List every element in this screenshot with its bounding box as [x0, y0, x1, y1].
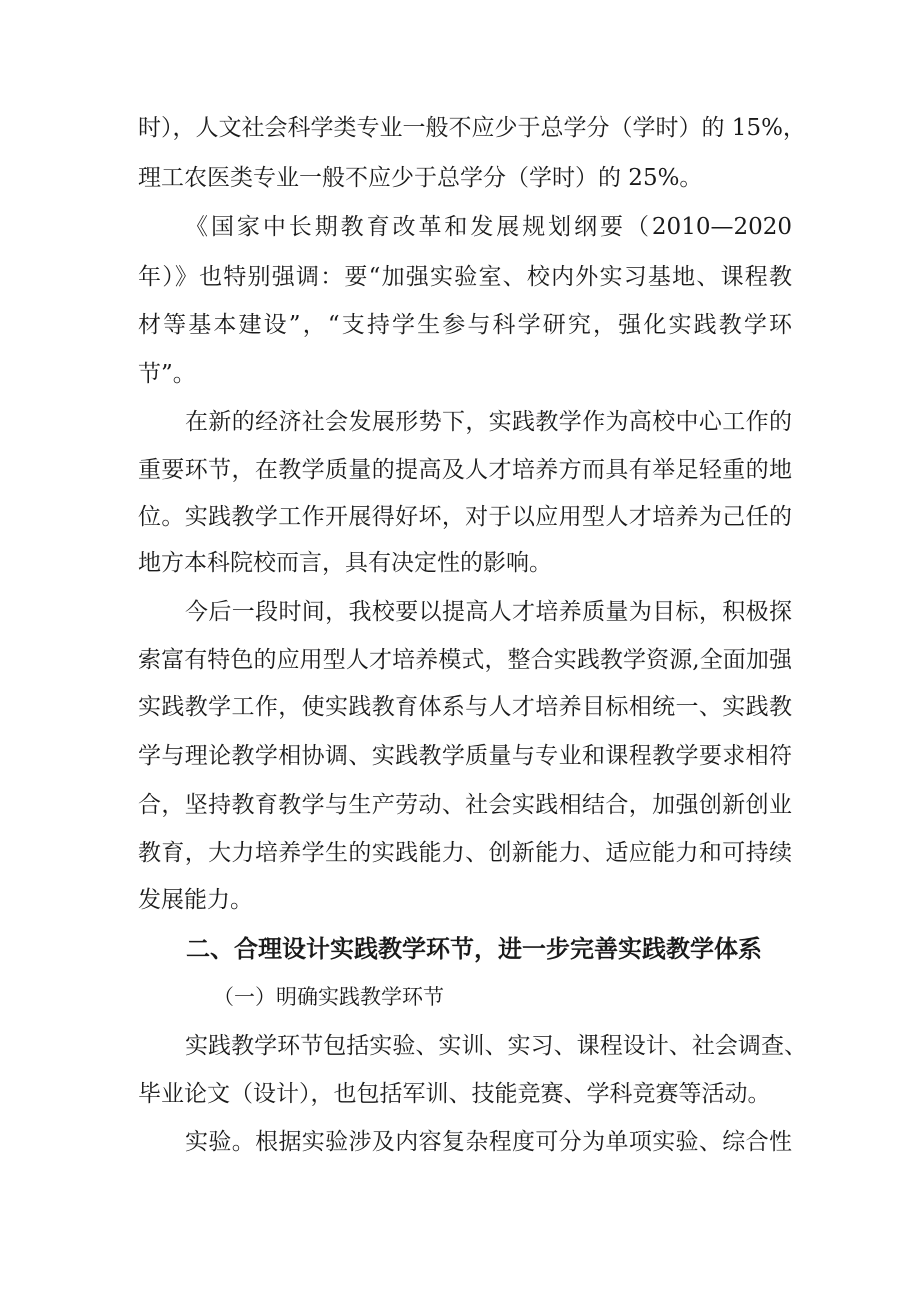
p4-line-6: 教育，大力培养学生的实践能力、创新能力、适应能力和可持续 [138, 840, 792, 866]
p3-line-2: 重要环节，在教学质量的提高及人才培养方而具有举足轻重的地 [138, 457, 792, 483]
p3-line-1: 在新的经济社会发展形势下，实践教学作为高校中心工作的 [185, 409, 792, 435]
p1-line-2: 理工农医类专业一般不应少于总学分（学时）的 25%。 [138, 165, 703, 191]
p4-line-4: 学与理论教学相协调、实践教学质量与专业和课程教学要求相符 [138, 743, 792, 769]
p1-line-1: 时），人文社会科学类专业一般不应少于总学分（学时）的 15%， [138, 115, 806, 141]
p4-line-2: 索富有特色的应用型人才培养模式，整合实践教学资源,全面加强 [138, 647, 792, 673]
p2-line-2: 年）》也特别强调：要“加强实验室、校内外实习基地、课程教 [138, 264, 792, 290]
p3-line-4: 地方本科院校而言，具有决定性的影响。 [138, 550, 552, 576]
p4-line-3: 实践教学工作，使实践教育体系与人才培养目标相统一、实践教 [138, 694, 792, 720]
p2-line-3: 材等基本建设”，“支持学生参与科学研究，强化实践教学环 [138, 312, 792, 338]
section-heading: 二、合理设计实践教学环节，进一步完善实践教学体系 [186, 935, 762, 963]
p5-line-1: 实践教学环节包括实验、实训、实习、课程设计、社会调查、 [185, 1033, 807, 1059]
p5-line-2: 毕业论文（设计），也包括军训、技能竞赛、学科竞赛等活动。 [138, 1081, 771, 1107]
p2-line-4: 节”。 [138, 361, 196, 387]
p4-line-7: 发展能力。 [138, 887, 253, 913]
p3-line-3: 位。实践教学工作开展得好坏，对于以应用型人才培养为己任的 [138, 504, 792, 530]
p4-line-5: 合，坚持教育教学与生产劳动、社会实践相结合，加强创新创业 [138, 792, 792, 818]
p2-line-1: 《国家中长期教育改革和发展规划纲要（2010—2020 [185, 214, 792, 240]
p6-line-1: 实验。根据实验涉及内容复杂程度可分为单项实验、综合性 [185, 1129, 792, 1155]
subsection-heading: （一）明确实践教学环节 [213, 985, 444, 1009]
p4-line-1: 今后一段时间，我校要以提高人才培养质量为目标，积极探 [185, 599, 792, 625]
